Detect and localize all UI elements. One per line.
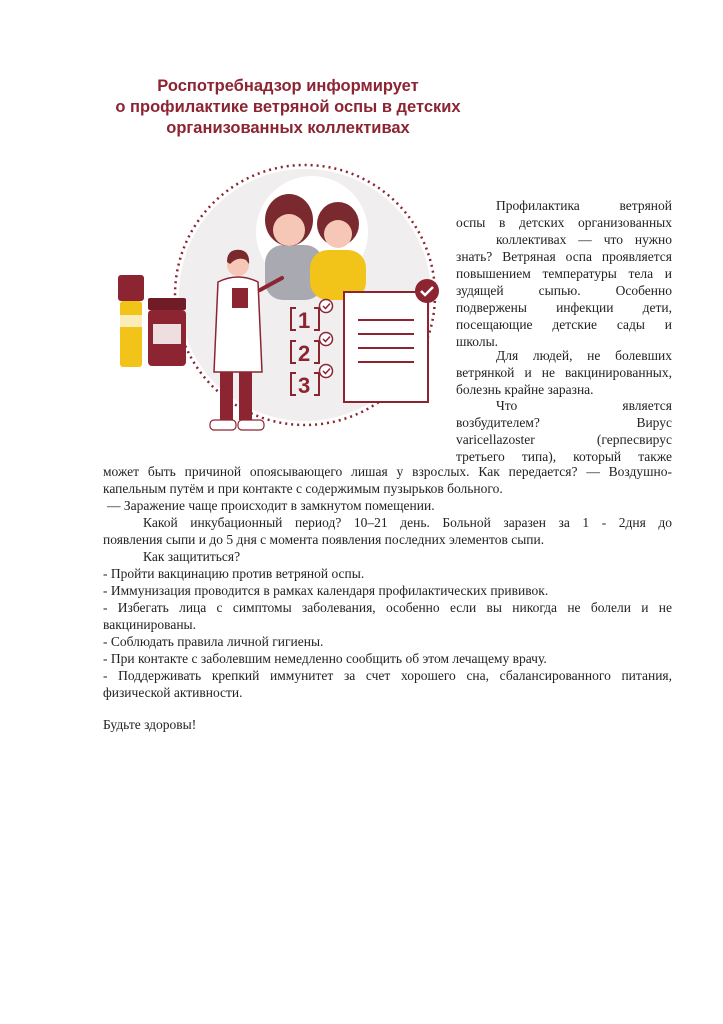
text-line: Будьте здоровы! xyxy=(103,717,197,732)
text-line: болезнь крайне заразна. xyxy=(456,382,594,397)
text-line: — Заражение чаще происходит в замкнутом помещении. xyxy=(107,498,435,513)
room-note xyxy=(103,497,672,514)
text-line: подвержены инфекции дети, xyxy=(456,300,672,315)
checklist-number-2: 2 xyxy=(298,341,311,366)
checkmark-badge-icon xyxy=(415,279,439,303)
text-line: капельным путём и при контакте с содержимым пузырьков больного. xyxy=(103,481,503,496)
incubation-paragraph xyxy=(103,514,672,548)
document-card-icon xyxy=(344,292,428,402)
list-item-continuation: физической активности. xyxy=(103,685,243,700)
text-line: третьего типа), который также xyxy=(456,449,672,464)
closing-line xyxy=(103,716,672,733)
text-line: зудящей сыпью. Особенно xyxy=(456,283,672,298)
text-line: Что является xyxy=(496,398,672,413)
title-line-3: организованных коллективах xyxy=(166,119,410,137)
text-line: Профилактика ветряной xyxy=(496,198,672,213)
text-line: оспы в детских организованных xyxy=(456,215,672,230)
test-tube-yellow-icon xyxy=(118,275,144,367)
text-line: появления сыпи и до 5 дня с момента появления последних элементов сыпи. xyxy=(103,532,545,547)
prevention-illustration xyxy=(100,160,450,450)
text-line: Для людей, не болевших xyxy=(496,348,672,363)
text-line: возбудителем? Вирус xyxy=(456,415,672,430)
protection-heading xyxy=(103,548,672,565)
text-line: varicellazoster (герпесвирус xyxy=(456,432,672,447)
title-line-1: Роспотребнадзор информирует xyxy=(157,77,419,95)
list-item: - Избегать лица с симптомы заболевания, особенно если вы никогда не болели и не xyxy=(103,600,672,615)
list-item: - Пройти вакцинацию против ветряной оспы. xyxy=(103,566,365,581)
checklist-number-3: 3 xyxy=(298,373,311,398)
list-item: - Соблюдать правила личной гигиены. xyxy=(103,634,324,649)
contagion-paragraph xyxy=(456,347,672,398)
text-line: может быть причиной опоясывающего лишая у взрослых. Как передается? — Воздушно- xyxy=(103,464,672,479)
text-line: посещающие детские сады и xyxy=(456,317,672,332)
intro-paragraph xyxy=(456,197,672,350)
text-line: коллективах — что нужно xyxy=(496,232,672,247)
text-line: школы. xyxy=(456,334,499,349)
text-line: ветрянкой и не вакцинированных, xyxy=(456,365,672,380)
sample-jar-icon xyxy=(148,298,186,366)
title-line-2: о профилактике ветряной оспы в детских xyxy=(115,98,461,116)
text-line: Какой инкубационный период? 10–21 день. Больной заразен за 1 - 2дня до xyxy=(143,515,672,530)
list-item: - При контакте с заболевшим немедленно сообщить об этом лечащему врачу. xyxy=(103,651,547,666)
list-item: - Поддерживать крепкий иммунитет за счет хорошего сна, сбалансированного питания, xyxy=(103,668,672,683)
list-item-continuation: вакцинированы. xyxy=(103,617,197,632)
pathogen-paragraph xyxy=(456,397,672,465)
page-title xyxy=(100,76,476,139)
checklist-number-1: 1 xyxy=(298,308,311,333)
text-line: знать? Ветряная оспа проявляется xyxy=(456,249,672,264)
list-item: - Иммунизация проводится в рамках календаря профилактических прививок. xyxy=(103,583,549,598)
text-line: Как защититься? xyxy=(143,549,241,564)
text-line: повышением температуры тела и xyxy=(456,266,672,281)
protection-list xyxy=(103,565,672,701)
transmission-paragraph xyxy=(103,463,672,497)
